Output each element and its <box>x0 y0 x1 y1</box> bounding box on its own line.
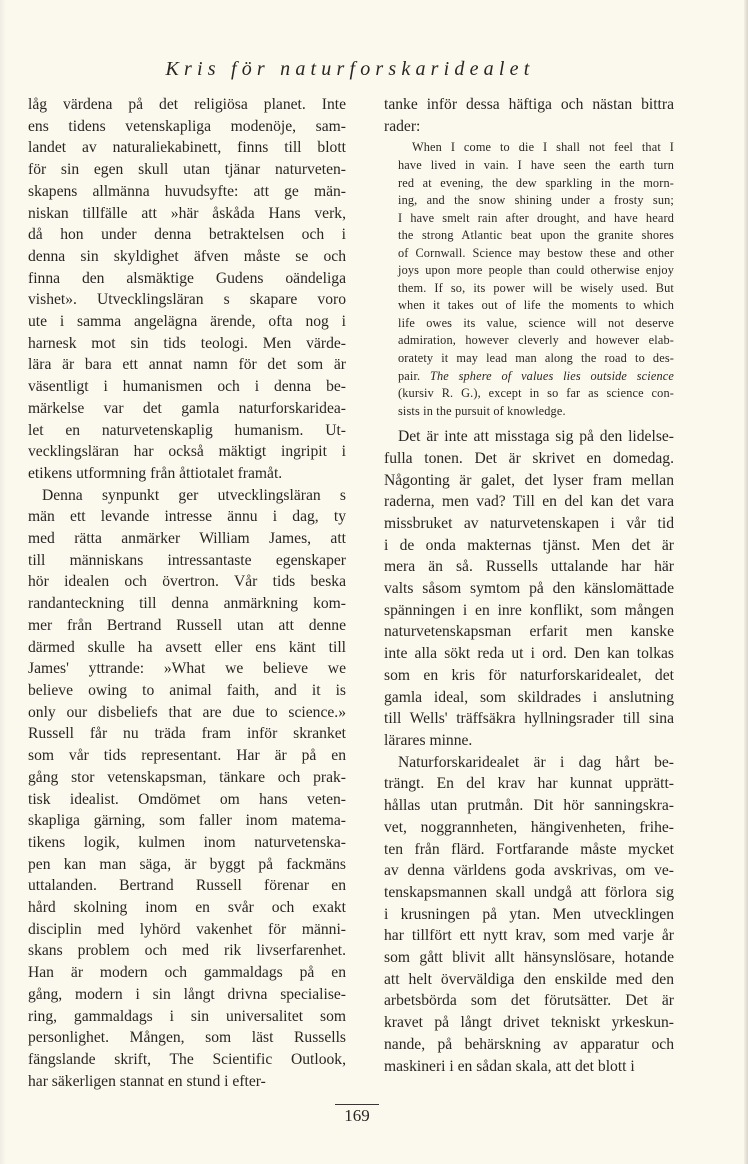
quote-line: life owes its value, science will not deserve <box>398 315 674 330</box>
text-line: believe owing to animal faith, and it is <box>28 681 346 699</box>
quote-line: When I come to die I shall not feel that I <box>412 140 674 155</box>
text-line: fulla tonen. Det är skrivet en domedag. <box>384 449 674 467</box>
quote-line: sists in the pursuit of knowledge. <box>398 403 566 418</box>
text-line: niskan tillfälle att »här åskåda Hans verk, <box>28 204 346 222</box>
text-line: skapliga gärning, som faller inom matema- <box>28 812 346 830</box>
text-line: maskineri i en sådan skala, att det blott i <box>384 1057 635 1075</box>
text-line: valts såsom symtom på den känslomättade <box>384 580 674 598</box>
text-line: gamla ideal, som skildrades i anslutning <box>384 688 674 706</box>
quote-line: of Cornwall. Science may bestow these and other <box>398 245 674 260</box>
quote-roman-text: pair. <box>398 368 430 383</box>
text-line: tikens logik, kulmen inom naturvetenska- <box>28 833 346 851</box>
text-line: hör idealen och övertron. Vår tids beska <box>28 573 346 591</box>
text-line: spänningen i en inre konflikt, som mången <box>384 601 674 619</box>
quote-line: red at evening, the dew sparkling in the morn- <box>398 175 674 190</box>
paragraph <box>28 94 346 485</box>
text-line: som en kris för naturforskaridealet, det <box>384 666 674 684</box>
text-line: män ett levande intresse ännu i dag, ty <box>28 508 346 526</box>
text-line: i de onda makternas tjänst. Men det är <box>384 536 674 554</box>
text-line: ring, gammaldags i sin universalitet som <box>28 1007 346 1025</box>
text-line: finna den alsmäktige Gudens oändeliga <box>28 269 346 287</box>
page-number: 169 <box>344 1106 370 1125</box>
paragraph <box>384 752 674 1078</box>
text-line: harnesk mot sin tids teologi. Men värde- <box>28 334 346 352</box>
text-line: hållas utan prutmån. Dit hör sanningskra- <box>384 797 674 815</box>
text-line: väsentligt i humanismen och i denna be- <box>28 378 346 396</box>
text-line: missbruket av naturvetenskapen i vår tid <box>384 514 674 532</box>
text-line: hård skolning inom en svår och exakt <box>28 899 346 917</box>
text-line: för sin egen skull utan tjänar naturveten- <box>28 161 346 179</box>
text-line: Denna synpunkt ger utvecklingsläran s <box>42 486 346 504</box>
text-line: till människans intressantaste egenskaper <box>28 551 346 569</box>
quote-line: have lived in vain. I have seen the earth turn <box>398 157 674 172</box>
text-line: uttalanden. Bertrand Russell förenar en <box>28 877 346 895</box>
quote-line: admiration, however cleverly and however elab- <box>398 333 674 348</box>
text-line: Russell får nu träda fram inför skranket <box>28 725 346 743</box>
quote-line: oratety it may lead man along the road to des- <box>398 350 674 365</box>
text-line: skans problem och med rik livserfarenhet. <box>28 942 346 960</box>
text-line: vecklingsläran har också mäktigt ingripit i <box>28 443 346 461</box>
text-line: skapens allmänna huvudsyfte: att ge män- <box>28 182 346 200</box>
text-line: naturvetenskapsman erfarit men kanske <box>384 623 674 641</box>
text-line: James' yttrande: »What we believe we <box>28 660 346 678</box>
quote-line: (kursiv R. G.), except in so far as science con- <box>398 386 674 401</box>
text-line: ten från flärd. Fortfarande måste mycket <box>384 840 674 858</box>
text-line: kravet på långt drivet tekniskt yrkeskun- <box>384 1014 674 1032</box>
text-line: nande, på behärskning av apparatur och <box>384 1035 674 1053</box>
text-line: gång stor vetenskapsman, tänkare och prak- <box>28 768 346 786</box>
text-line: Han är modern och gammaldags på en <box>28 964 346 982</box>
text-line: personlighet. Mången, som läst Russells <box>28 1029 346 1047</box>
text-line: vet, noggrannheten, hängivenheten, frihe- <box>384 818 674 836</box>
text-line: tisk idealist. Omdömet om hans veten- <box>28 790 346 808</box>
text-line: som vår tids representant. Har är på en <box>28 747 346 765</box>
running-head: Kris för naturforskaridealet <box>165 58 535 80</box>
quote-line: when it takes out of life the moments to which <box>398 298 674 313</box>
text-line: inte alla sökt reda ut i ord. Den kan tolkas <box>384 645 674 663</box>
text-line: märkelse var det gamla naturforskaridea- <box>28 399 346 417</box>
text-line: ens tidens vetenskapliga modenöje, sam- <box>28 117 346 135</box>
text-line: har säkerligen stannat en stund i efter- <box>28 1072 266 1090</box>
text-line: Det är inte att misstaga sig på den lidelse- <box>398 428 674 446</box>
folio-rule <box>335 1104 379 1105</box>
text-line: landet av naturaliekabinett, finns till blott <box>28 139 346 157</box>
paragraph <box>28 485 346 1093</box>
text-line: av denna världens goda avskrivas, om ve- <box>384 862 674 880</box>
quote-line <box>384 368 674 386</box>
text-line: randanteckning till denna anmärkning kom- <box>28 595 346 613</box>
text-line: till Wells' träffsäkra hyllningsrader till sina <box>384 710 674 728</box>
text-line: därmed skulle ha avsett eller ens känt till <box>28 638 346 656</box>
quote-line: I have smelt rain after drought, and have heard <box>398 210 674 225</box>
text-line: mer från Bertrand Russell utan att denne <box>28 616 346 634</box>
text-line: vishet». Utvecklingsläran s skapare voro <box>28 291 346 309</box>
text-line: only our disbeliefs that are due to science.» <box>28 703 346 721</box>
page-right-edge <box>744 0 748 1164</box>
text-line: tenskapsmannen skall undgå att förlora sig <box>384 883 674 901</box>
text-line: rader: <box>384 117 421 135</box>
right-column <box>384 94 674 1077</box>
text-line: då hon under denna betraktelsen och i <box>28 226 346 244</box>
block-quote <box>384 139 674 420</box>
text-line: etikens utformning från åttiotalet framåt. <box>28 464 283 482</box>
quote-line: them. If so, its power will be wisely used. But <box>398 280 674 295</box>
text-line: ute i samma angelägna ärende, ofta nog i <box>28 313 346 331</box>
text-line: Någonting är galet, det lyser fram mellan <box>384 471 674 489</box>
text-line: denna sin skyldighet äfven måste se och <box>28 247 346 265</box>
left-column <box>28 94 346 1092</box>
text-line: gång, modern i sin långt drivna specialise- <box>28 985 346 1003</box>
text-line: arbetsbörda som det förutsätter. Det är <box>384 992 674 1010</box>
text-line: pen kan man säga, är byggt på fackmäns <box>28 855 346 873</box>
paragraph <box>384 426 674 752</box>
text-line: let en naturvetenskaplig humanism. Ut- <box>28 421 346 439</box>
text-line: tanke inför dessa häftiga och nästan bittra <box>384 96 674 113</box>
text-line: trängt. En del krav har kunnat upprätt- <box>384 775 674 793</box>
text-line: mera än så. Russells uttalande har här <box>384 558 674 576</box>
text-line: låg värdena på det religiösa planet. Inte <box>28 96 346 113</box>
quote-italic-emphasis: The sphere of values lies outside science <box>429 368 674 383</box>
quote-line: ing, and the snow shining under a frosty sun; <box>398 193 674 208</box>
quote-line: joys upon more people than could otherwise enjoy <box>398 263 674 278</box>
text-line: disciplin med lyhörd vakenhet för männi- <box>28 920 346 938</box>
text-line: Naturforskaridealet är i dag hårt be- <box>398 753 674 771</box>
text-line: fängslande skrift, The Scientific Outlook, <box>28 1050 346 1068</box>
text-line: lärares minne. <box>384 732 473 749</box>
text-line: i krusningen på ytan. Men utvecklingen <box>384 905 674 923</box>
text-line: att helt överväldiga den enskilde med den <box>384 970 674 988</box>
quote-intro <box>384 94 674 137</box>
text-line: lära är bara ett annat namn för det som är <box>28 356 346 374</box>
text-line: raderna, men vad? Till en del kan det vara <box>384 493 674 511</box>
text-line: med rätta anmärker William James, att <box>28 530 346 548</box>
text-line: som gått blivit allt hänsynslösare, hotande <box>384 949 674 967</box>
quote-line: the strong Atlantic beat upon the granite shores <box>398 228 674 243</box>
page-left-edge <box>0 0 6 1164</box>
text-line: har tillfört ett nytt krav, som med varje år <box>384 927 674 945</box>
